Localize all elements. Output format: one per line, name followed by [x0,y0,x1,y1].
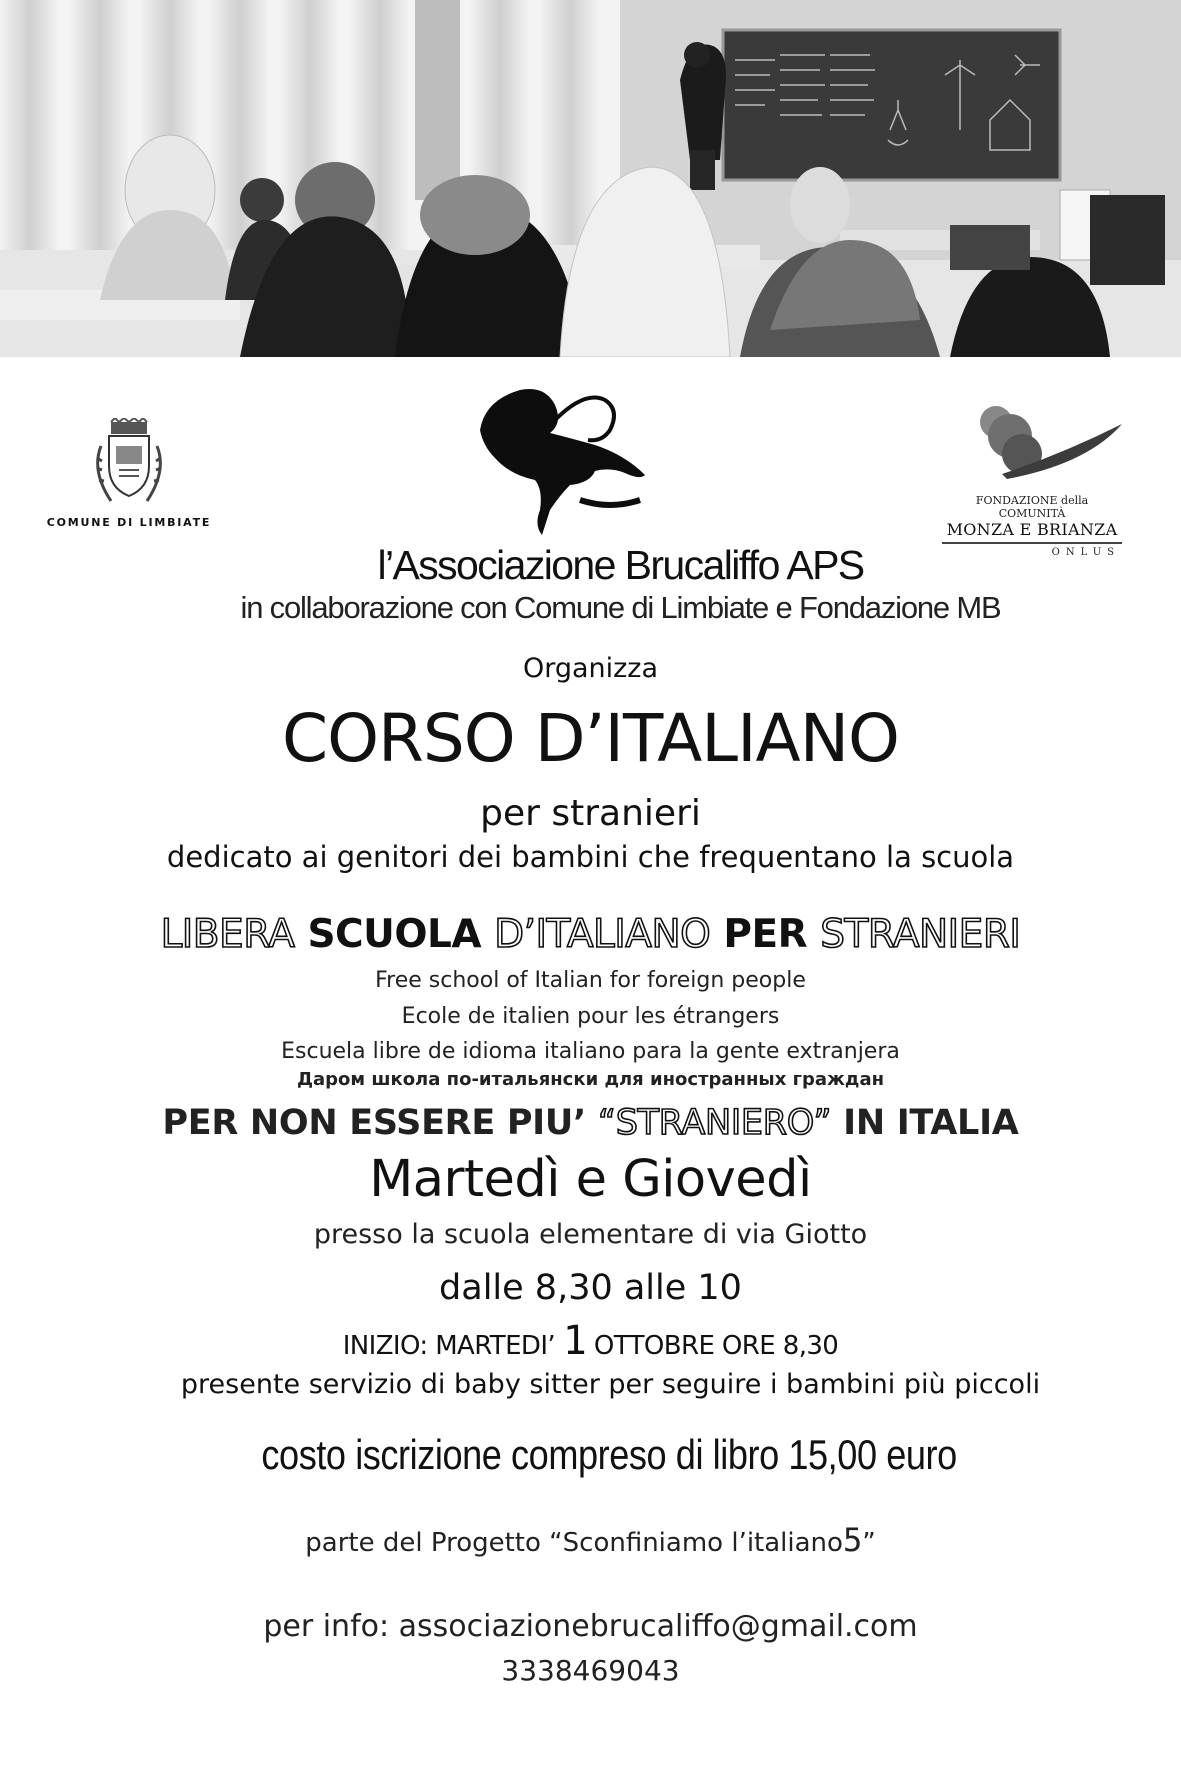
slogan-part2: “STRANIERO” [597,1103,832,1143]
slogan-line [0,1103,1181,1143]
translation-english: Free school of Italian for foreign people [375,968,806,993]
schedule-days: Martedì e Giovedì [369,1150,812,1209]
fondazione-mb-logo [942,404,1122,558]
brucaliffo-silhouette [460,380,670,540]
slogan-part3: IN ITALIA [843,1103,1019,1143]
schedule-location: presso la scuola elementare di via Giotto [313,1219,868,1250]
start-suffix: OTTOBRE ORE 8,30 [593,1331,839,1361]
translation-russian: Даром школа по-итальянски для иностранных граждан [296,1069,885,1090]
course-title: CORSO D’ITALIANO [281,700,900,777]
school-word-stranieri: STRANIERI [820,912,1021,957]
project-line [0,1521,1181,1559]
fondazione-line1: FONDAZIONE della COMUNITÀ [975,494,1089,520]
project-number: 5 [842,1521,863,1559]
course-dedication: dedicato ai genitori dei bambini che frequentano la scuola [166,840,1015,874]
fondazione-line3: ONLUS [1051,547,1120,558]
school-word-ditaliano: D’ITALIANO [494,912,711,957]
start-date-line [0,1318,1181,1364]
association-name: l’Associazione Brucaliffo APS [377,542,864,588]
school-word-libera: LIBERA [160,912,295,957]
organizza-label: Organizza [522,653,659,684]
contact-info: per info: associazionebrucaliffo@gmail.com [263,1609,918,1644]
start-prefix: INIZIO: MARTEDI’ [342,1331,556,1361]
school-word-scuola: SCUOLA [307,912,482,957]
school-word-per: PER [723,912,808,957]
comune-caption: COMUNE DI LIMBIATE [46,516,212,529]
slogan-part1: PER NON ESSERE PIU’ [162,1103,587,1143]
cost-line: costo iscrizione compreso di libro 15,00 euro [261,1431,957,1478]
babysitter-note: presente servizio di baby sitter per seguire i bambini più piccoli [180,1369,1041,1400]
fondazione-line2: MONZA E BRIANZA [946,520,1118,539]
school-name-line [0,912,1181,957]
project-close: ” [862,1528,876,1558]
comune-di-limbiate-logo [34,418,224,529]
start-day: 1 [562,1318,587,1364]
crest-icon [89,418,169,508]
schedule-hours: dalle 8,30 alle 10 [439,1268,742,1308]
collaboration-line: in collaborazione con Comune di Limbiate e Fondazione MB [240,590,1001,625]
classroom-photo [0,0,1181,357]
project-text: parte del Progetto “Sconfiniamo l’italiano [305,1528,843,1558]
contact-phone: 3338469043 [501,1654,680,1687]
translation-spanish: Escuela libre de idioma italiano para la gente extranjera [281,1039,900,1064]
translation-french: Ecole de italien pour les étrangers [401,1004,780,1029]
course-subtitle: per stranieri [480,793,701,834]
fondazione-mark-icon [942,404,1122,484]
